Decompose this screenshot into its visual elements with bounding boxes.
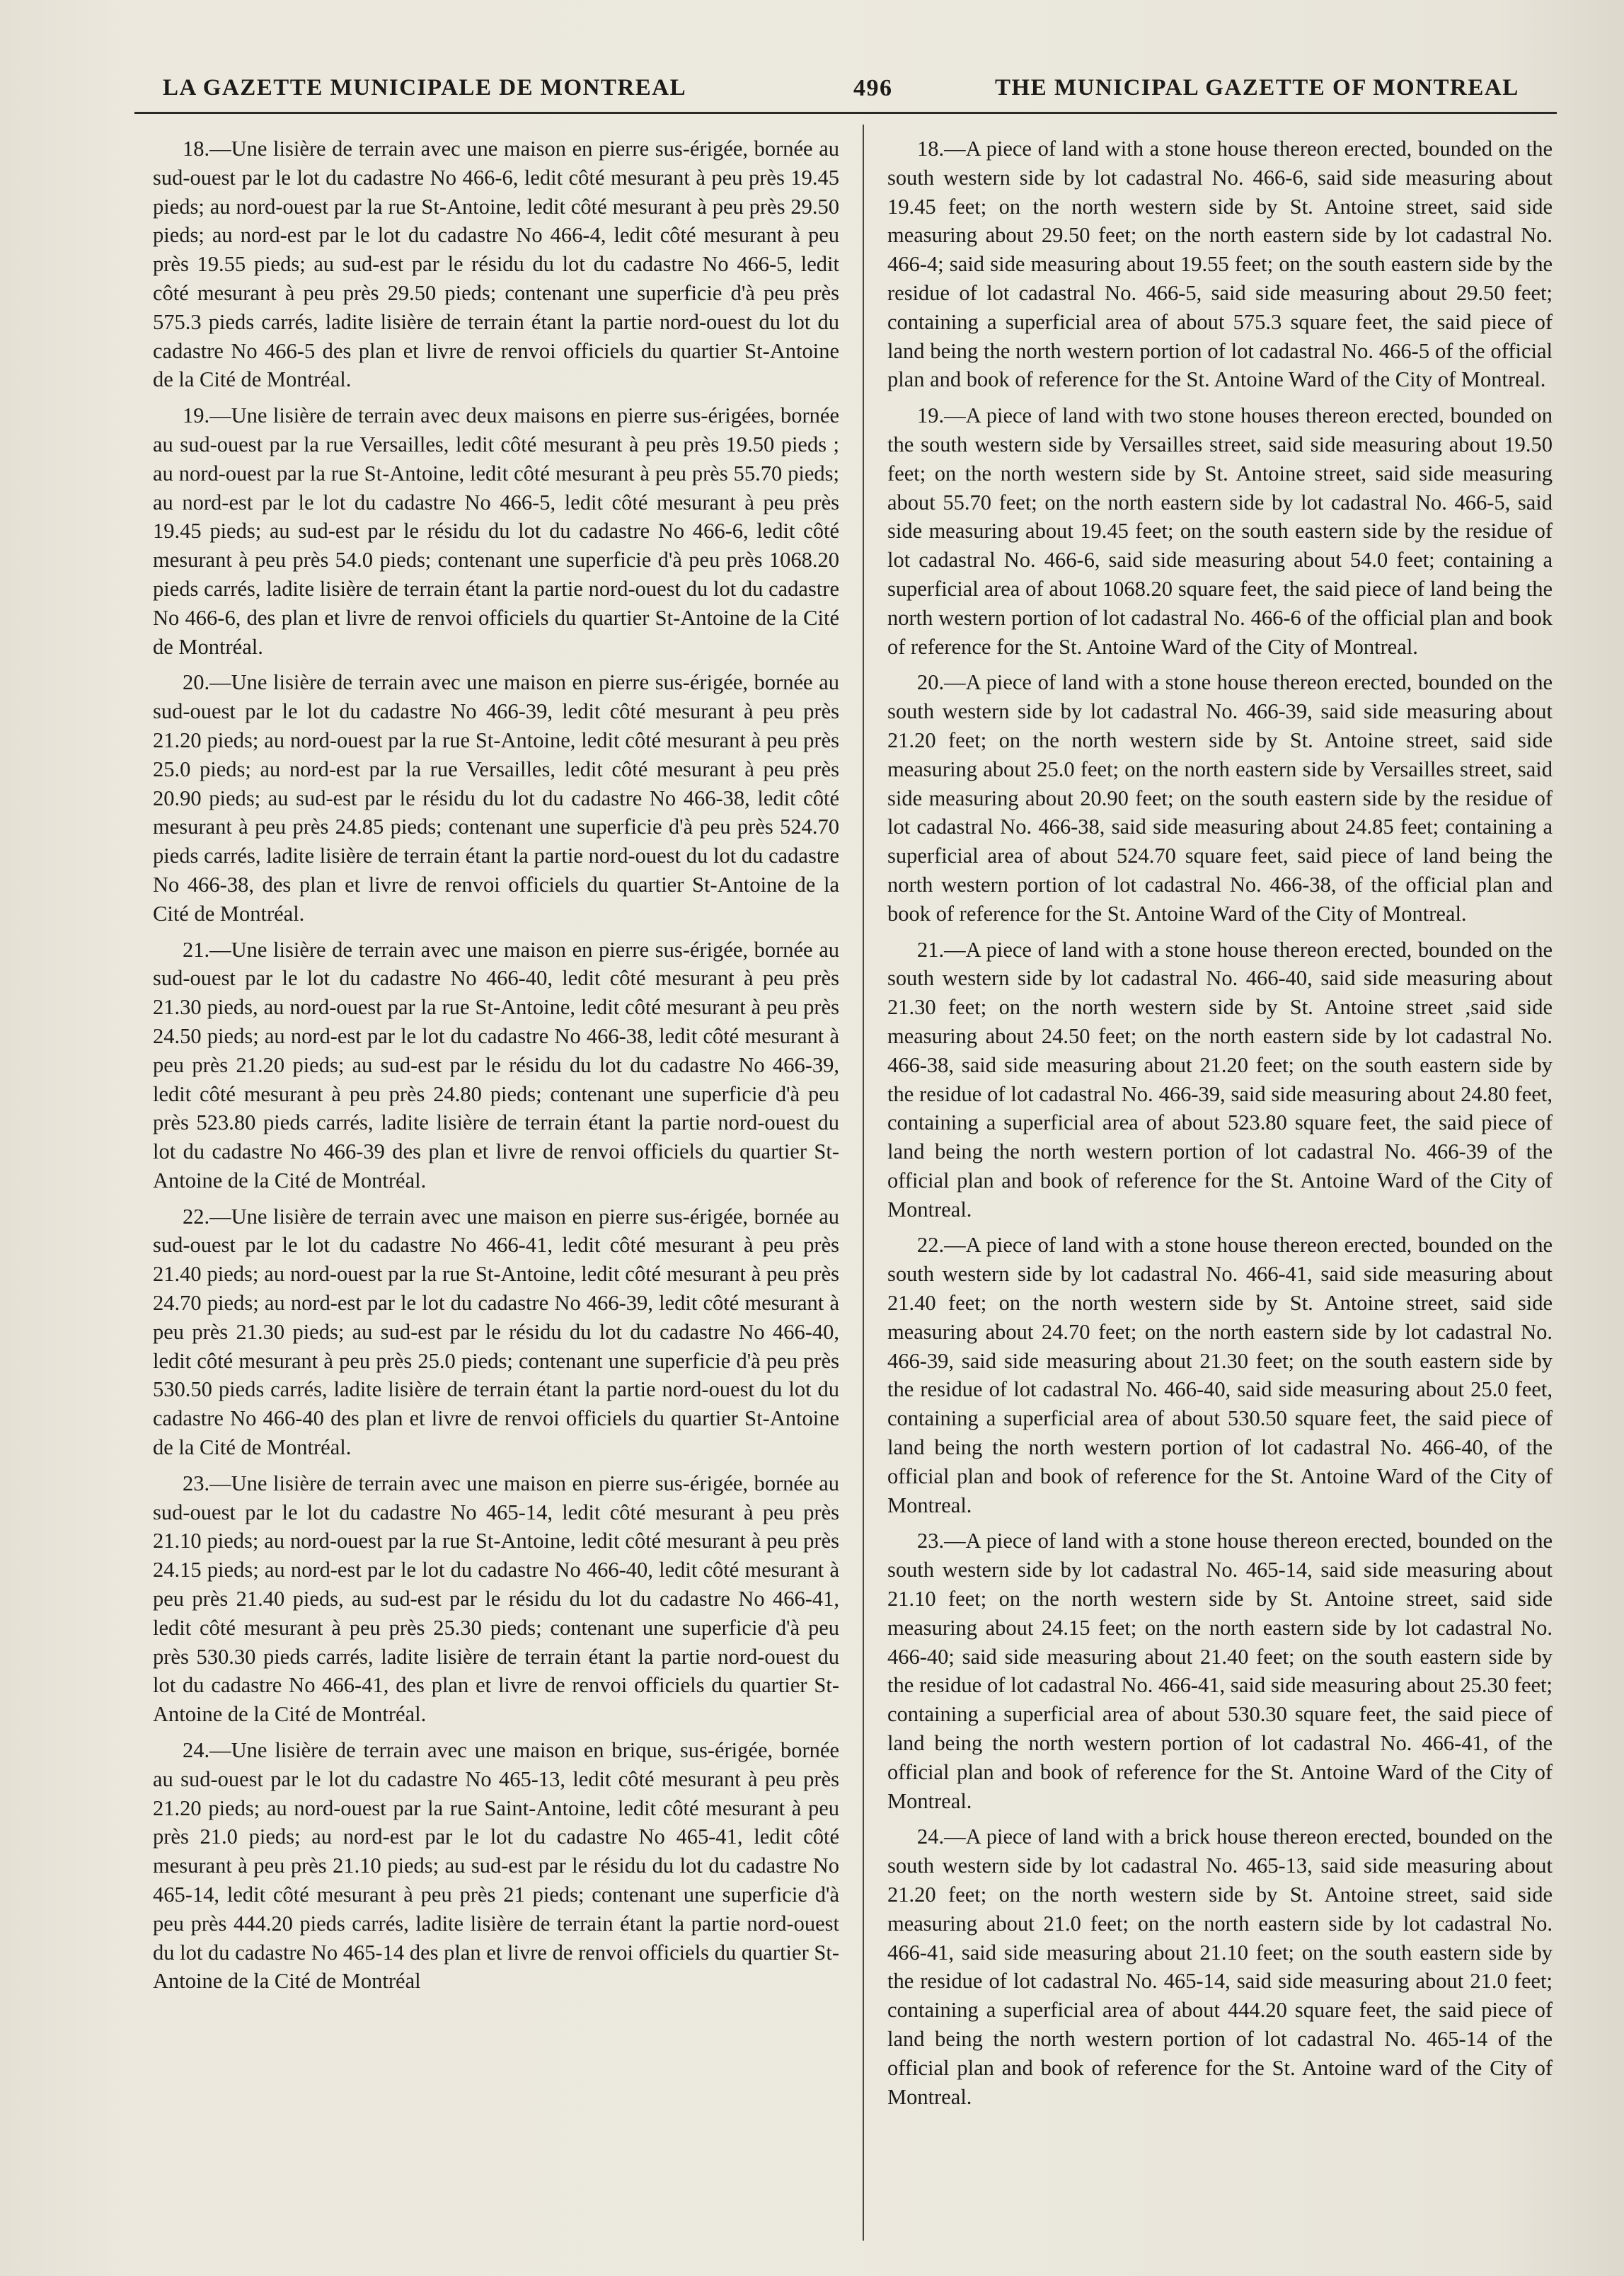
header-title-english: THE MUNICIPAL GAZETTE OF MONTREAL (995, 75, 1519, 100)
page-header (154, 68, 1555, 110)
french-paragraph-20: 20.—Une lisière de terrain avec une maison en pierre sus-érigée, bornée au sud-ouest par le lot du cadastre No 466-39, ledit côté mesurant à peu près 21.20 pieds; au nord-ouest par la rue St-Antoine, ledit côté mesurant à peu près 25.0 pieds; au nord-est par la rue Versailles, ledit côté mesurant à peu près 20.90 pieds; au sud-est par le résidu du lot du cadastre No 466-38, ledit côté mesurant à peu près 24.85 pieds; contenant une superficie d'à peu près 524.70 pieds carrés, ladite lisière de terrain étant la partie nord-ouest du lot du cadastre No 466-38, des plan et livre de renvoi officiels du quartier St-Antoine de la Cité de Montréal. (153, 670, 839, 926)
french-paragraph-19: 19.—Une lisière de terrain avec deux maisons en pierre sus-érigées, bornée au sud-ouest par la rue Versailles, ledit côté mesurant à peu près 19.50 pieds ; au nord-ouest par la rue St-Antoine, ledit côté mesurant à peu près 55.70 pieds; au nord-est par le lot du cadastre No 466-5, ledit côté mesurant à peu près 19.45 pieds; au sud-est par le résidu du lot du cadastre No 466-6, ledit côté mesurant à peu près 54.0 pieds; contenant une superficie d'à peu près 1068.20 pieds carrés, ladite lisière de terrain étant la partie nord-ouest du lot du cadastre No 466-6, des plan et livre de renvoi officiels du quartier St-Antoine de la Cité de Montréal. (153, 403, 839, 659)
french-paragraph-21: 21.—Une lisière de terrain avec une maison en pierre sus-érigée, bornée au sud-ouest par le lot du cadastre No 466-40, ledit côté mesurant à peu près 21.30 pieds, au nord-ouest par la rue St-Antoine, ledit côté mesurant à peu près 24.50 pieds; au nord-est par le lot du cadastre No 466-38, ledit côté mesurant à peu près 21.20 pieds; au sud-est par le résidu du lot du cadastre No 466-39, ledit côté mesurant à peu près 24.80 pieds; contenant une superficie d'à peu près 523.80 pieds carrés, ladite lisière de terrain étant la partie nord-ouest du lot du cadastre No 466-39 des plan et livre de renvoi officiels du quartier St-Antoine de la Cité de Montréal. (153, 937, 839, 1192)
french-column (153, 134, 839, 2003)
page-number: 496 (853, 75, 893, 101)
french-paragraph-23: 23.—Une lisière de terrain avec une maison en pierre sus-érigée, bornée au sud-ouest par le lot du cadastre No 465-14, ledit côté mesurant à peu près 21.10 pieds; au nord-ouest par la rue St-Antoine, ledit côté mesurant à peu près 24.15 pieds; au nord-est par le lot du cadastre No 466-40, ledit côté mesurant à peu près 21.40 pieds, au sud-est par le résidu du lot du cadastre No 466-41, ledit côté mesurant à peu près 25.30 pieds; contenant une superficie d'à peu près 530.30 pieds carrés, ladite lisière de terrain étant la partie nord-ouest du lot du cadastre No 466-41, des plan et livre de renvoi officiels du quartier St-Antoine de la Cité de Montréal. (153, 1471, 839, 1727)
english-paragraph-21: 21.—A piece of land with a stone house thereon erected, bounded on the south western side by lot cadastral No. 466-40, said side measuring about 21.30 feet; on the north western side by St. Antoine street ,said side measuring about 24.50 feet; on the north eastern side by lot cadastral No. 466-38, said side measuring about 21.20 feet; on the south eastern side by the residue of lot cadastral No. 466-39, said side measuring about 24.80 feet, containing a superficial area of about 523.80 square feet, the said piece of land being the north western portion of lot cadastral No. 466-39 of the official plan and book of reference for the St. Antoine Ward of the City of Montreal. (887, 937, 1553, 1222)
english-paragraph-22: 22.—A piece of land with a stone house thereon erected, bounded on the south western side by lot cadastral No. 466-41, said side measuring about 21.40 feet; on the north western side by St. Antoine street, said side measuring about 24.70 feet; on the north eastern side by lot cadastral No. 466-39, said side measuring about 21.30 feet; on the south eastern side by the residue of lot cadastral No. 466-40, said side measuring about 25.0 feet, containing a superficial area of about 530.50 square feet, the said piece of land being the north western portion of lot cadastral No. 466-40, of the official plan and book of reference for the St. Antoine Ward of the City of Montreal. (887, 1233, 1553, 1517)
french-paragraph-18: 18.—Une lisière de terrain avec une maison en pierre sus-érigée, bornée au sud-ouest par le lot du cadastre No 466-6, ledit côté mesurant à peu près 19.45 pieds; au nord-ouest par la rue St-Antoine, ledit côté mesurant à peu près 29.50 pieds; au nord-est par le lot du cadastre No 466-4, ledit côté mesurant à peu près 19.55 pieds; au sud-est par le résidu du lot du cadastre No 466-5, ledit côté mesurant à peu près 29.50 pieds; contenant une superficie d'à peu près 575.3 pieds carrés, ladite lisière de terrain étant la partie nord-ouest du lot du cadastre No 466-5 des plan et livre de renvoi officiels du quartier St-Antoine de la Cité de Montréal. (153, 137, 839, 392)
english-paragraph-23: 23.—A piece of land with a stone house thereon erected, bounded on the south western side by lot cadastral No. 465-14, said side measuring about 21.10 feet; on the north western side by St. Antoine street, said side measuring about 24.15 feet; on the north eastern side by lot cadastral No. 466-40; said side measuring about 21.40 feet; on the south eastern side by the residue of lot cadastral No. 466-41, said side measuring about 25.30 feet; containing a superficial area of about 530.30 square feet, the said piece of land being the north western portion of lot cadastral No. 466-41, of the official plan and book of reference for the St. Antoine Ward of the City of Montreal. (887, 1529, 1553, 1813)
french-paragraph-22: 22.—Une lisière de terrain avec une maison en pierre sus-érigée, bornée au sud-ouest par le lot du cadastre No 466-41, ledit côté mesurant à peu près 21.40 pieds; au nord-ouest par la rue St-Antoine, ledit côté mesurant à peu près 24.70 pieds; au nord-est par le lot du cadastre No 466-39, ledit côté mesurant à peu près 21.30 pieds; au sud-est par le résidu du lot du cadastre No 466-40, ledit côté mesurant à peu près 25.0 pieds; contenant une superficie d'à peu près 530.50 pieds carrés, ladite lisière de terrain étant la partie nord-ouest du lot du cadastre No 466-40 des plan et livre de renvoi officiels du quartier St-Antoine de la Cité de Montréal. (153, 1204, 839, 1460)
column-divider (863, 125, 864, 2241)
english-paragraph-20: 20.—A piece of land with a stone house thereon erected, bounded on the south western side by lot cadastral No. 466-39, said side measuring about 21.20 feet; on the north western side by St. Antoine street, said side measuring about 25.0 feet; on the north eastern side by Versailles street, said side measuring about 20.90 feet; on the south eastern side by the residue of lot cadastral No. 466-38, said side measuring about 24.85 feet; containing a superficial area of about 524.70 square feet, said piece of land being the north western portion of lot cadastral No. 466-38, of the official plan and book of reference for the St. Antoine Ward of the City of Montreal. (887, 670, 1553, 926)
english-paragraph-19: 19.—A piece of land with two stone houses thereon erected, bounded on the south western side by Versailles street, said side measuring about 19.50 feet; on the north western side by St. Antoine street, said side measuring about 55.70 feet; on the north eastern side by lot cadastral No. 466-5, said side measuring about 19.45 feet; on the south eastern side by the residue of lot cadastral No. 466-6, said side measuring about 54.0 feet; containing a superficial area of about 1068.20 square feet, the said piece of land being the north western portion of lot cadastral No. 466-6 of the official plan and book of reference for the St. Antoine Ward of the City of Montreal. (887, 403, 1553, 659)
header-title-french: LA GAZETTE MUNICIPALE DE MONTREAL (163, 75, 687, 100)
english-column (887, 134, 1553, 2118)
english-paragraph-18: 18.—A piece of land with a stone house thereon erected, bounded on the south western side by lot cadastral No. 466-6, said side measuring about 19.45 feet; on the north western side by St. Antoine street, said side measuring about 29.50 feet; on the north eastern side by lot cadastral No. 466-4; said side measuring about 19.55 feet; on the south eastern side by the residue of lot cadastral No. 466-5, said side measuring about 29.50 feet; containing a superficial area of about 575.3 square feet, the said piece of land being the north western portion of lot cadastral No. 466-5 of the official plan and book of reference for the St. Antoine Ward of the City of Montreal. (887, 137, 1553, 392)
english-paragraph-24: 24.—A piece of land with a brick house thereon erected, bounded on the south western side by lot cadastral No. 465-13, said side measuring about 21.20 feet; on the north western side by St. Antoine street, said side measuring about 21.0 feet; on the north eastern side by lot cadastral No. 466-41, said side measuring about 21.10 feet; on the south eastern side by the residue of lot cadastral No. 465-14, said side measuring about 21.0 feet; containing a superficial area of about 444.20 square feet, the said piece of land being the north western portion of lot cadastral No. 465-14 of the official plan and book of reference for the St. Antoine ward of the City of Montreal. (887, 1824, 1553, 2109)
french-paragraph-24: 24.—Une lisière de terrain avec une maison en brique, sus-érigée, bornée au sud-ouest par le lot du cadastre No 465-13, ledit côté mesurant à peu près 21.20 pieds; au nord-ouest par la rue Saint-Antoine, ledit côté mesurant à peu près 21.0 pieds; au nord-est par le lot du cadastre No 465-41, ledit côté mesurant à peu près 21.10 pieds; au sud-est par le résidu du lot du cadastre No 465-14, ledit côté mesurant à peu près 21 pieds; contenant une superficie d'à peu près 444.20 pieds carrés, ladite lisière de terrain étant la partie nord-ouest du lot du cadastre No 465-14 des plan et livre de renvoi officiels du quartier St-Antoine de la Cité de Montréal (153, 1738, 839, 1994)
header-rule (134, 112, 1557, 114)
